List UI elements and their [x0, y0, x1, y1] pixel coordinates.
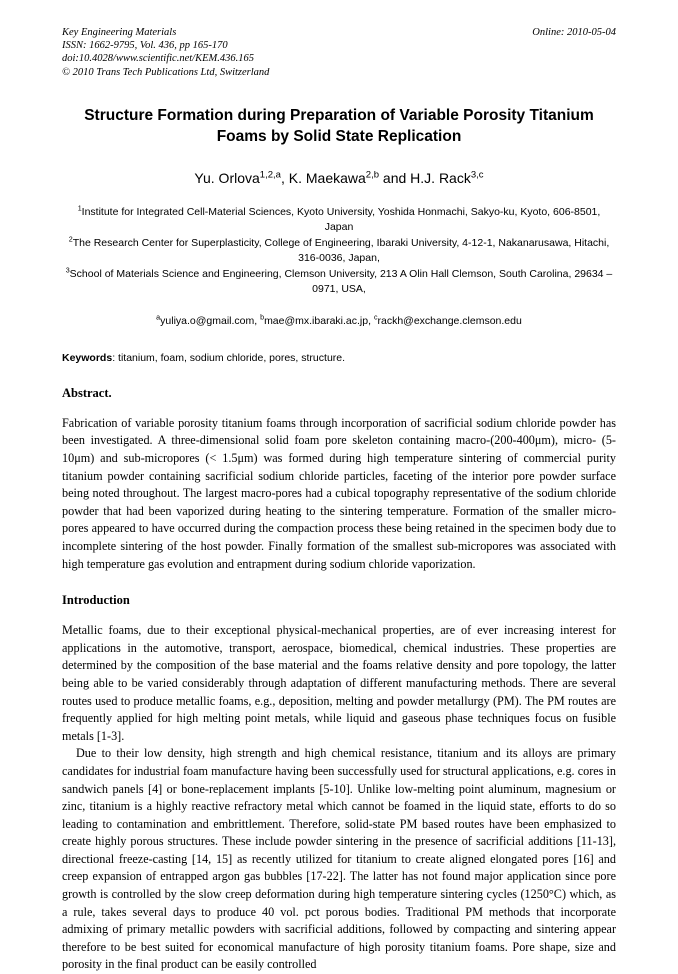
- page-header: [62, 26, 616, 79]
- page-title: Structure Formation during Preparation of Variable Porosity Titanium Foams by Solid State Replication: [84, 106, 594, 145]
- author-3-sup: 3,c: [470, 169, 484, 181]
- affiliation-1-text: Institute for Integrated Cell-Material Sciences, Kyoto University, Yoshida Honmachi, Sakyo-ku, Kyoto, 606-8501, Japan: [81, 205, 601, 234]
- introduction-heading: Introduction: [62, 593, 130, 608]
- intro-paragraph-2: Due to their low density, high strength and high chemical resistance, titanium and its alloys are primary candidates for industrial foam manufacture having been successfully used for structural applications, e.g. cores in sandwich panels [4] or bone-replacement implants [5-10]. Unlike low-melting point aluminum, magnesium or zinc, titanium is a highly reactive refractory metal which cannot be foamed in the liquid state, efforts to do so leading to contamination and embrittlement. Therefore, solid-state PM based routes have been emphasized to create highly porous structures. These include powder sintering in the presence of sacrificial additions [11-13], directional freeze-casting [14, 15] as recently utilized for titanium to create aligned elongated pores [16] and creep expansion of entrapped argon gas bubbles [17-22]. The latter has not found major application since pore growth is controlled by the slow creep deformation during high temperature sintering cycles (1250°C) which, as a rule, takes several days to produce 40 vol. pct porous bodies. Traditional PM methods that incorporate admixing of primary metallic powders with sacrificial additions, followed by compacting and sintering appear therefore to be best suited for economical manufacture of high porosity titanium foams. Pore shape, size and porosity in the final product can be easily controlled: [62, 746, 616, 972]
- copyright-line: © 2010 Trans Tech Publications Ltd, Switzerland: [62, 66, 270, 78]
- author-list: [62, 169, 616, 187]
- author-3-name: and H.J. Rack: [379, 169, 471, 186]
- author-2-name: , K. Maekawa: [280, 169, 366, 186]
- keywords-line: [62, 351, 616, 366]
- author-emails: [62, 314, 616, 329]
- author-1-sup: 1,2,a: [259, 169, 281, 181]
- affiliation-2-sup: 2: [68, 235, 73, 244]
- affiliation-2: [62, 236, 616, 267]
- affiliation-3: [62, 267, 616, 298]
- doi-line: doi:10.4028/www.scientific.net/KEM.436.165: [62, 53, 254, 65]
- issn-line: ISSN: 1662-9795, Vol. 436, pp 165-170: [62, 40, 228, 52]
- author-2-sup: 2,b: [365, 169, 380, 181]
- keywords-value: : titanium, foam, sodium chloride, pores, structure.: [112, 351, 346, 364]
- email-b[interactable]: mae@mx.ibaraki.ac.jp,: [264, 314, 374, 327]
- email-a-sup: a: [156, 313, 161, 322]
- affiliation-3-sup: 3: [65, 266, 70, 275]
- journal-name: Key Engineering Materials: [62, 27, 177, 38]
- affiliation-2-text: The Research Center for Superplasticity, College of Engineering, Ibaraki University, 4-12-1, Nakanarusawa, Hitachi, 316-0036, Japan,: [72, 236, 610, 265]
- affiliation-list: [62, 205, 616, 298]
- affiliation-3-text: School of Materials Science and Engineering, Clemson University, 213 A Olin Hall Clemson, South Carolina, 29634 – 0971, USA,: [69, 267, 613, 296]
- introduction-body: [62, 622, 616, 974]
- keywords-label: Keywords: [62, 351, 113, 364]
- abstract-heading: Abstract.: [62, 385, 112, 400]
- intro-paragraph-1: Metallic foams, due to their exceptional physical-mechanical properties, are of ever increasing interest for applications in the automotive, transport, aerospace, biomedical, chemical industries. These properties are determined by the composition of the base material and the foams relative density and pore topology, the latter being able to be varied considerably through adaptation of different manufacturing methods. There are several routes used to produce metallic foams, e.g., deposition, melting and powder metallurgy (PM). The PM routes are frequently applied for high melting point metals, while liquid and gaseous phase techniques focus on fusible metals [1-3].: [62, 623, 616, 743]
- online-date: Online: 2010-05-04: [532, 27, 616, 38]
- email-c-sup: c: [373, 313, 378, 322]
- author-1-name: Yu. Orlova: [194, 169, 260, 186]
- email-a[interactable]: yuliya.o@gmail.com,: [160, 314, 261, 327]
- abstract-body: Fabrication of variable porosity titanium foams through incorporation of sacrificial sodium chloride powder has been investigated. A three-dimensional solid foam pore skeleton containing macro-(200-400μm), micro- (5-10μm) and sub-micropores (< 1.5μm) was formed during high temperature sintering of commercial purity titanium powder containing sacrificial sodium chloride particles, faceting of the interior pore powder surface being noted throughout. The largest macro-pores had a cubical topography representative of the sodium chloride powder that had been vaporized during heating to the sintering temperature. Formation of the smaller micro-pores appeared to have occurred during the compaction process these being retained in the specimen body due to incomplete sintering of the host powder. Finally formation of the smallest sub-micropores was associated with high temperature gas evolution and entrapment during sodium chloride vaporization.: [62, 415, 616, 571]
- email-b-sup: b: [260, 313, 265, 322]
- affiliation-1: [62, 205, 616, 236]
- affiliation-1-sup: 1: [77, 204, 82, 213]
- email-c[interactable]: rackh@exchange.clemson.edu: [377, 314, 522, 327]
